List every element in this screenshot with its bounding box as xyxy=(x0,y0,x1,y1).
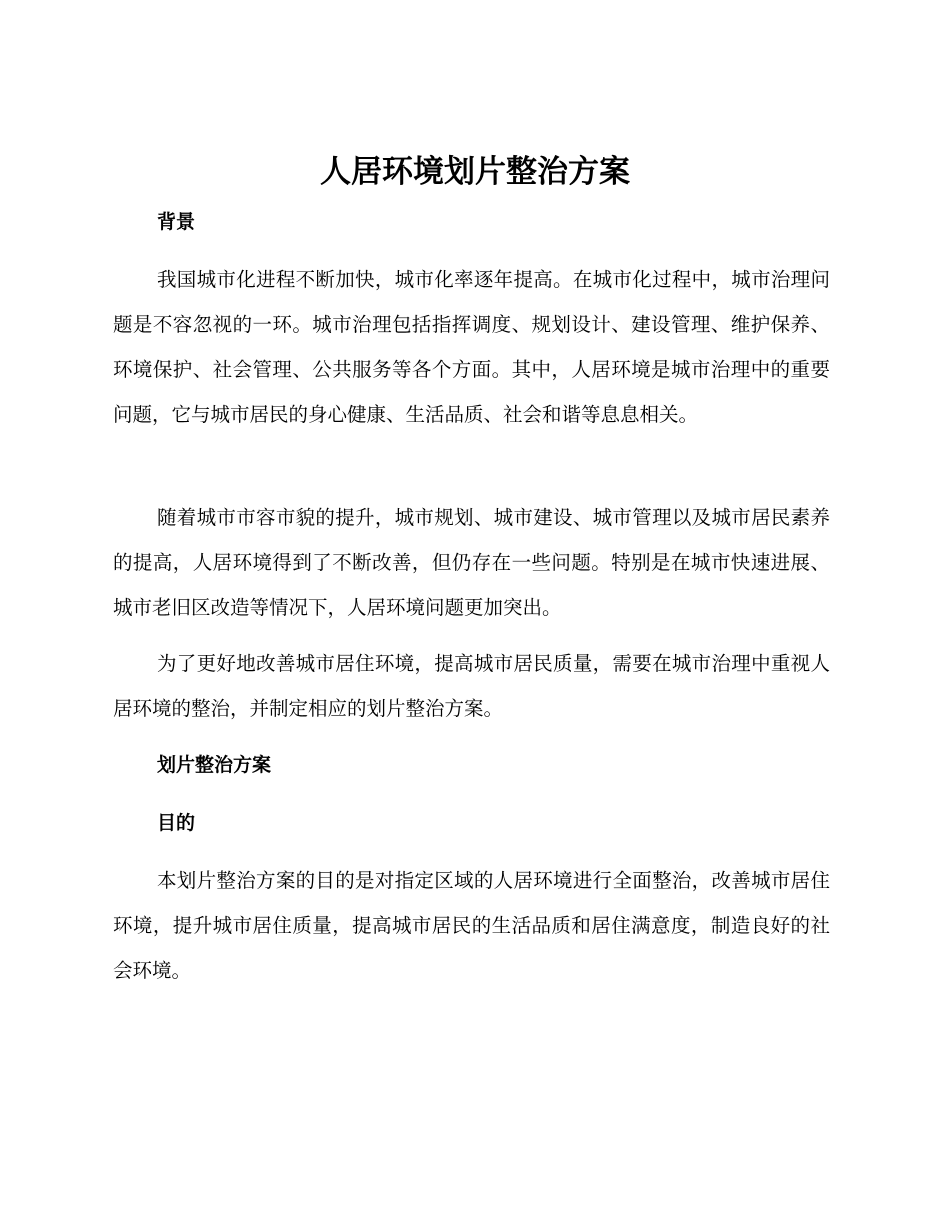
background-paragraph-1: 我国城市化进程不断加快，城市化率逐年提高。在城市化过程中，城市治理问题是不容忽视的一环。城市治理包括指挥调度、规划设计、建设管理、维护保养、环境保护、社会管理、公共服务等各个方面。其中，人居环境是城市治理中的重要问题，它与城市居民的身心健康、生活品质、社会和谐等息息相关。 xyxy=(113,268,830,426)
section-heading-plan: 划片整治方案 xyxy=(157,754,272,776)
background-paragraph-3: 为了更好地改善城市居住环境，提高城市居民质量，需要在城市治理中重视人居环境的整治，并制定相应的划片整治方案。 xyxy=(113,652,830,720)
document-title: 人居环境划片整治方案 xyxy=(320,154,630,190)
section-heading-background: 背景 xyxy=(157,211,196,233)
background-paragraph-2: 随着城市市容市貌的提升，城市规划、城市建设、城市管理以及城市居民素养的提高，人居环境得到了不断改善，但仍存在一些问题。特别是在城市快速进展、城市老旧区改造等情况下，人居环境问题更加突出。 xyxy=(113,506,830,619)
subsection-heading-goal: 目的 xyxy=(157,812,196,834)
goal-paragraph-1: 本划片整治方案的目的是对指定区域的人居环境进行全面整治，改善城市居住环境，提升城市居住质量，提高城市居民的生活品质和居住满意度，制造良好的社会环境。 xyxy=(113,869,830,982)
